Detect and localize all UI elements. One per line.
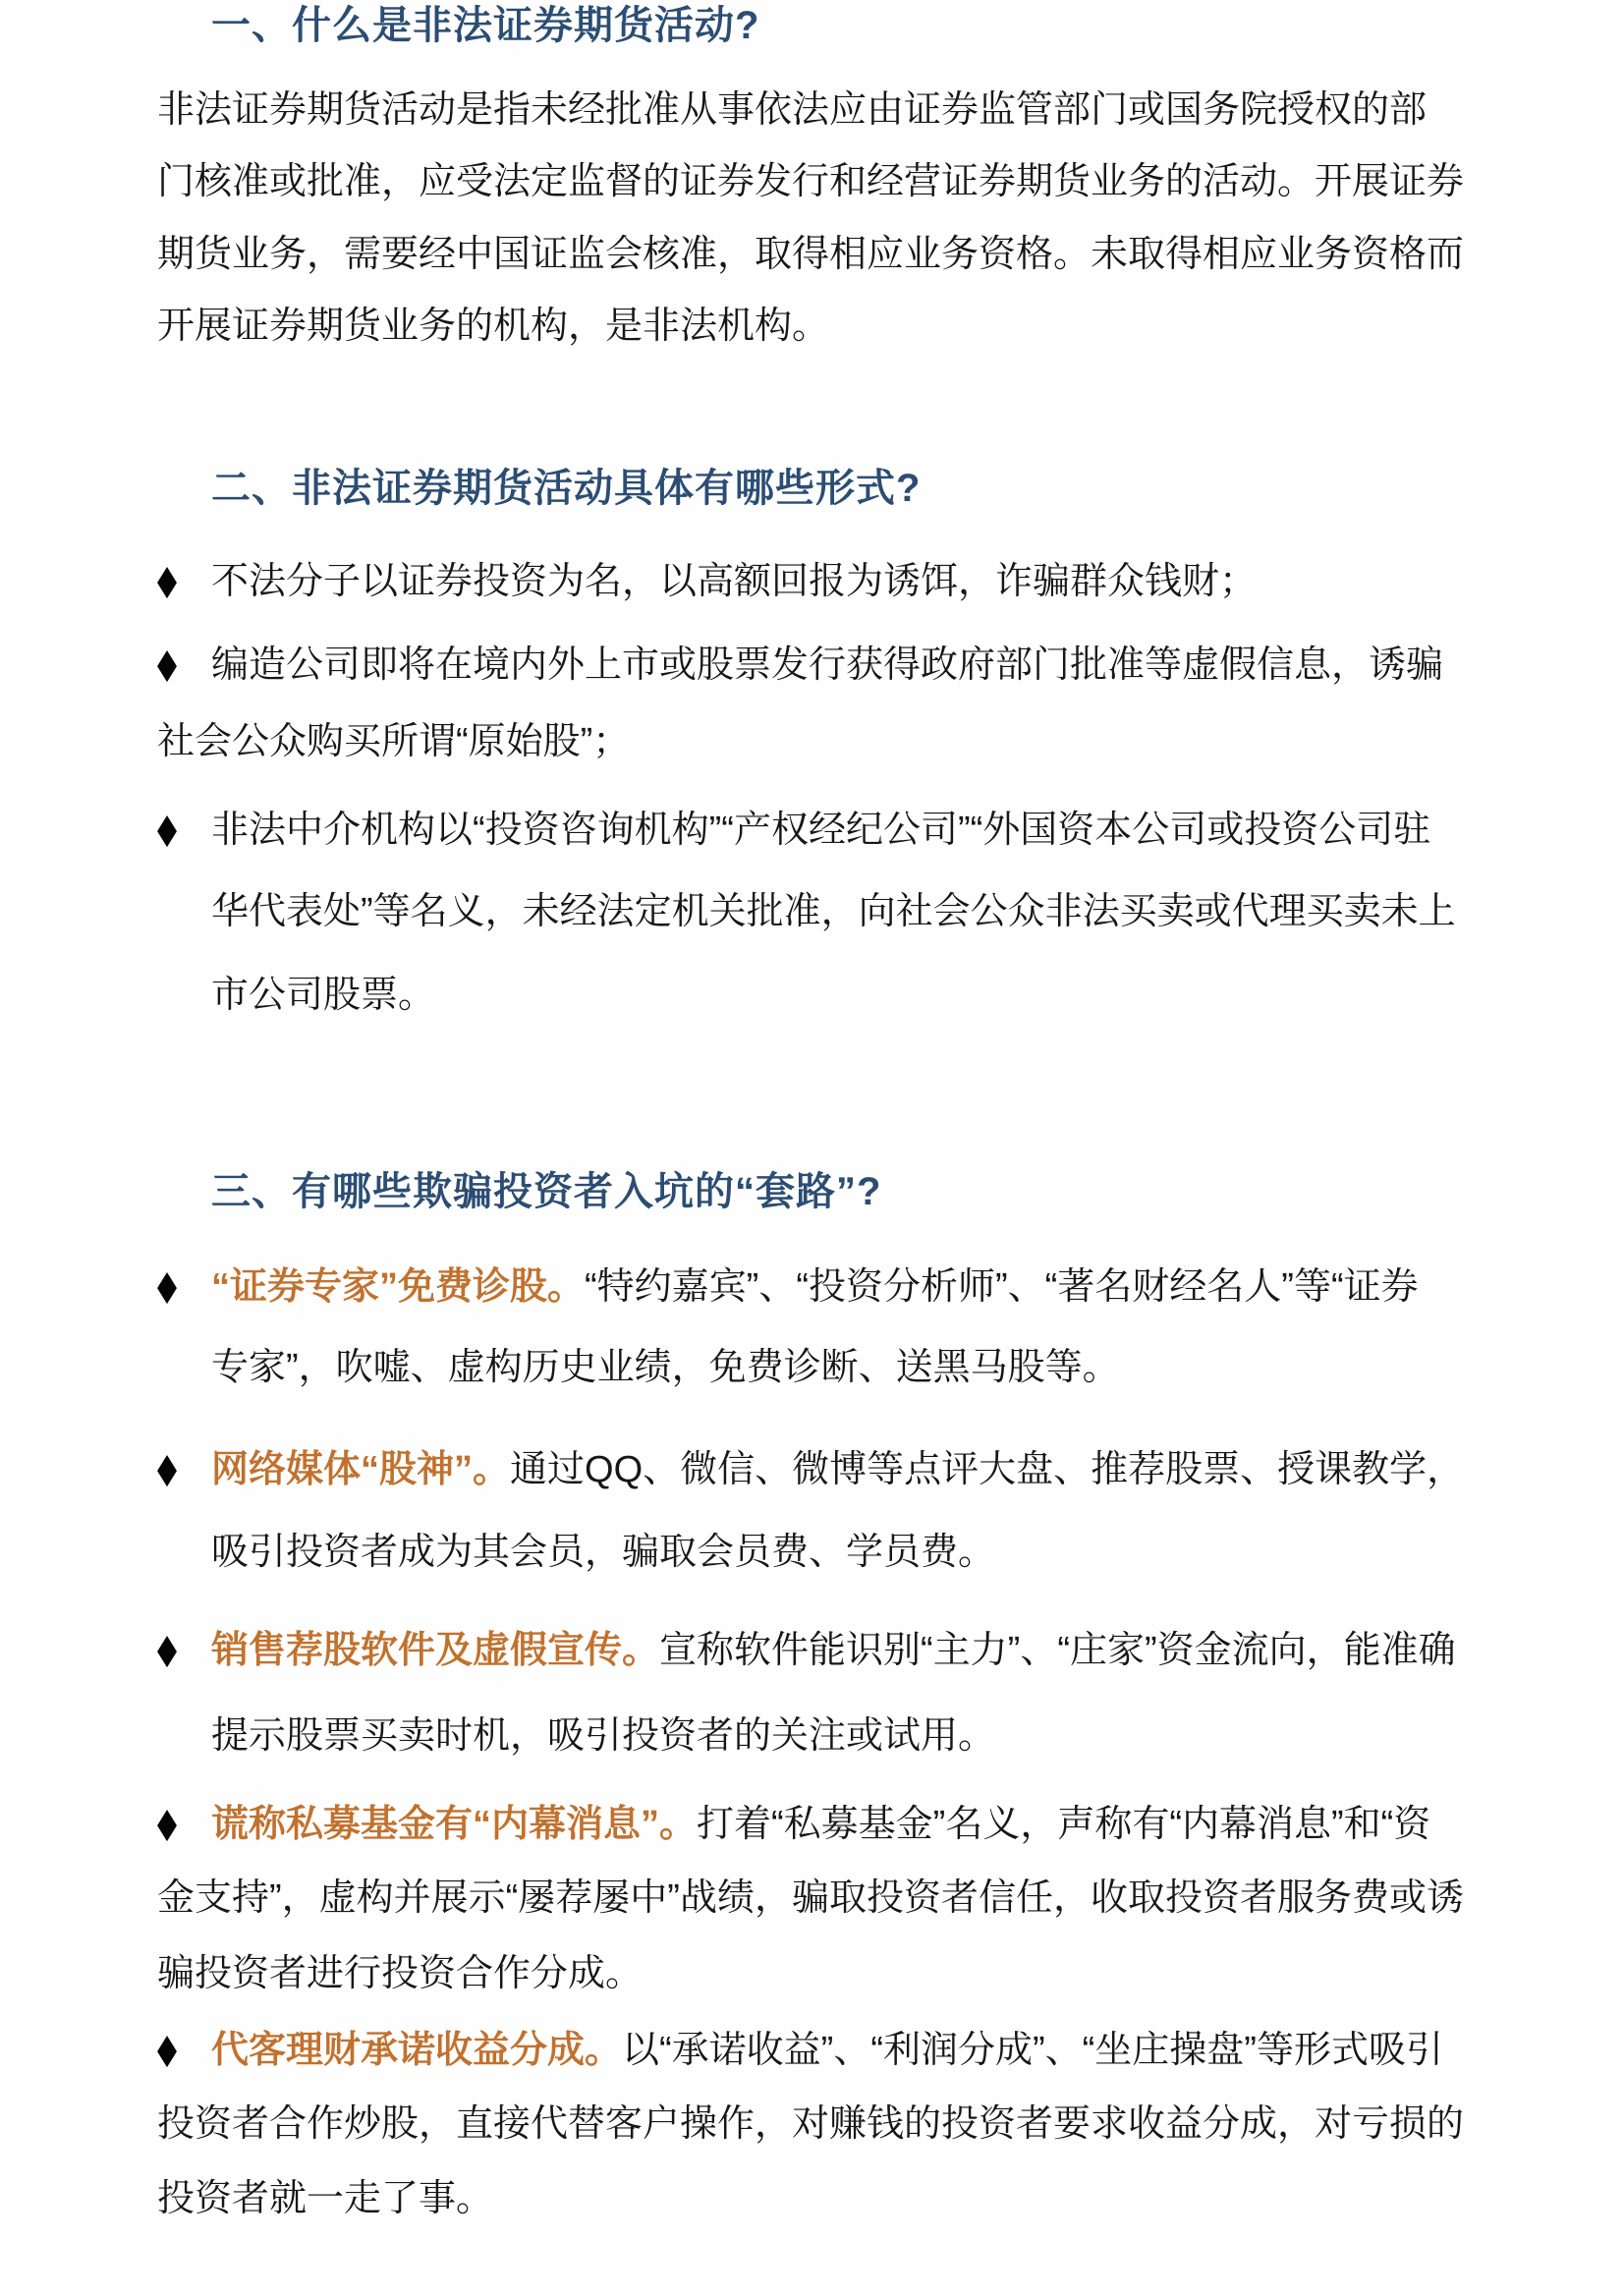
bullet-item xyxy=(157,1799,1430,1848)
section-3-heading: 三、有哪些欺骗投资者入坑的“套路”? xyxy=(211,1170,882,1213)
bullet-text: 专家”，吹嘘、虚构历史业绩，免费诊断、送黑马股等。 xyxy=(211,1347,1120,1388)
bullet-text: 华代表处”等名义，未经法定机关批准，向社会公众非法买卖或代理买卖未上 xyxy=(211,891,1456,932)
bullet-lead: 网络媒体“股神”。 xyxy=(211,1449,511,1490)
bullet-text: 不法分子以证券投资为名，以高额回报为诱饵，诈骗群众钱财； xyxy=(211,561,1258,602)
bullet-text: 通过QQ、微信、微博等点评大盘、推荐股票、授课教学， xyxy=(510,1449,1465,1490)
bullet-text: 社会公众购买所谓“原始股”； xyxy=(157,721,631,762)
bullet-text: 金支持”，虚构并展示“屡荐屡中”战绩，骗取投资者信任，收取投资者服务费或诱 xyxy=(157,1877,1464,1919)
bullet-text: 编造公司即将在境内外上市或股票发行获得政府部门批准等虚假信息，诱骗 xyxy=(211,644,1444,686)
diamond-bullet-icon: ◆ xyxy=(157,2025,178,2071)
diamond-bullet-icon: ◆ xyxy=(157,640,178,686)
bullet-lead: 谎称私募基金有“内幕消息”。 xyxy=(211,1804,698,1845)
diamond-bullet-icon: ◆ xyxy=(157,1799,178,1845)
bullet-text: 骗投资者进行投资合作分成。 xyxy=(157,1953,644,1994)
bullet-item xyxy=(157,805,1430,854)
bullet-text: 市公司股票。 xyxy=(211,975,436,1016)
bullet-item xyxy=(157,1625,1456,1674)
diamond-bullet-icon: ◆ xyxy=(157,1444,178,1490)
section-1-heading: 一、什么是非法证券期货活动? xyxy=(211,4,760,47)
diamond-bullet-icon: ◆ xyxy=(157,1261,178,1308)
bullet-item xyxy=(157,1444,1464,1493)
bullet-item xyxy=(157,640,1443,689)
bullet-text: 以“承诺收益”、“利润分成”、“坐庄操盘”等形式吸引 xyxy=(622,2030,1443,2071)
bullet-text: 打着“私募基金”名义，声称有“内幕消息”和“资 xyxy=(697,1804,1431,1845)
bullet-item xyxy=(157,2025,1443,2074)
section-2-heading: 二、非法证券期货活动具体有哪些形式? xyxy=(211,467,922,510)
diamond-bullet-icon: ◆ xyxy=(157,805,178,851)
bullet-text: 非法中介机构以“投资咨询机构”“产权经纪公司”“外国资本公司或投资公司驻 xyxy=(211,810,1431,851)
diamond-bullet-icon: ◆ xyxy=(157,1625,178,1671)
diamond-bullet-icon: ◆ xyxy=(157,556,178,602)
bullet-item xyxy=(157,556,1257,605)
bullet-text: “特约嘉宾”、“投资分析师”、“著名财经名人”等“证券 xyxy=(585,1266,1419,1308)
bullet-lead: 销售荐股软件及虚假宣传。 xyxy=(211,1630,660,1671)
bullet-item xyxy=(157,1261,1419,1311)
bullet-text: 宣称软件能识别“主力”、“庄家”资金流向，能准确 xyxy=(659,1630,1456,1671)
paragraph-line: 期货业务，需要经中国证监会核准，取得相应业务资格。未取得相应业务资格而 xyxy=(157,234,1465,275)
bullet-lead: 代客理财承诺收益分成。 xyxy=(211,2030,623,2071)
paragraph-line: 门核准或批准，应受法定监督的证券发行和经营证券期货业务的活动。开展证券 xyxy=(157,161,1465,202)
bullet-text: 提示股票买卖时机，吸引投资者的关注或试用。 xyxy=(211,1715,996,1757)
paragraph-line: 开展证券期货业务的机构，是非法机构。 xyxy=(157,306,830,347)
paragraph-line: 非法证券期货活动是指未经批准从事依法应由证券监管部门或国务院授权的部 xyxy=(157,89,1428,131)
bullet-lead: “证券专家”免费诊股。 xyxy=(211,1266,586,1308)
bullet-text: 吸引投资者成为其会员，骗取会员费、学员费。 xyxy=(211,1532,996,1573)
bullet-text: 投资者合作炒股，直接代替客户操作，对赚钱的投资者要求收益分成，对亏损的 xyxy=(157,2103,1465,2145)
bullet-text: 投资者就一走了事。 xyxy=(157,2178,494,2219)
